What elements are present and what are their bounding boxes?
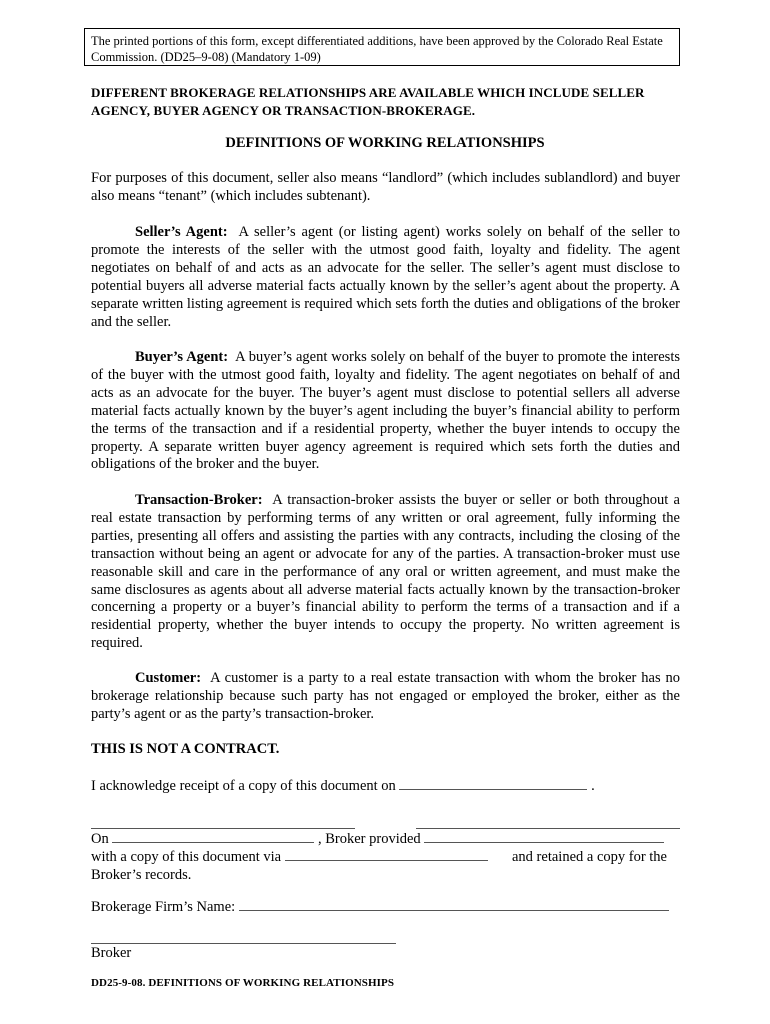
brokerage-firm-line [91,898,669,916]
transaction-broker-text: A transaction-broker assists the buyer or seller or both throughout a real estate transaction by performing terms of any written or oral agreement, fully informing the parties, presenting all offers and assisting the parties with any contracts, including the closing of the transaction without being an agent or advocate for any of the parties. A transaction-broker must use reasonable skill and care in the performance of any oral or written agreement, and must make the same disclosures as agents about all adverse material facts actually known by the transaction-broker concerning a property or a buyer’s financial ability to perform the terms of a transaction and if a residential property, whether the buyer intends to occupy the property. No written agreement is required. [91,492,680,652]
transaction-broker-paragraph [91,492,680,653]
buyers-agent-lead: Buyer’s Agent: [135,349,229,365]
broker-provided-line [91,830,664,848]
buyer-seller-signature-line-1[interactable] [91,828,355,829]
buyers-agent-text: A buyer’s agent works solely on behalf of the buyer to promote the interests of the buyer with the utmost good faith, loyalty and fidelity. The agent negotiates on behalf of and acts as an advocate for the buyer. The buyer’s agent must disclose to potential sellers all adverse material facts actually known by the buyer’s agent including the buyer’s financial ability to perform the terms of the transaction and if a residential property, whether the buyer intends to occupy the property. A separate written buyer agency agreement is required which sets forth the duties and obligations of the broker and the buyer. [91,349,680,473]
sellers-agent-paragraph [91,224,680,331]
acknowledge-date-field[interactable] [399,777,587,790]
commission-notice-text: The printed portions of this form, except differentiated additions, have been approved by the Colorado Real Estate Commission. (DD25–9-08) (Mandatory 1-09) [91,34,663,64]
brokerage-firm-field[interactable] [239,898,669,911]
provided-date-field[interactable] [112,830,314,843]
buyer-seller-signature-line-2[interactable] [416,828,680,829]
broker-signature-line[interactable] [91,943,396,944]
brokerage-firm-label: Brokerage Firm’s Name: [91,899,236,915]
brokerage-relationships-heading: DIFFERENT BROKERAGE RELATIONSHIPS ARE AVAILABLE WHICH INCLUDE SELLER AGENCY, BUYER AGENCY OR TRANSACTION-BROKERAGE. [91,85,645,118]
provided-to-party-field[interactable] [424,830,664,843]
acknowledge-receipt-label: I acknowledge receipt of a copy of this document on [91,778,396,794]
transaction-broker-lead: Transaction-Broker: [135,492,263,508]
customer-paragraph [91,670,680,724]
commission-notice-box [84,28,680,66]
sellers-agent-lead: Seller’s Agent: [135,224,228,240]
document-title: DEFINITIONS OF WORKING RELATIONSHIPS [225,135,545,151]
delivery-method-field[interactable] [285,848,488,861]
intro-paragraph: For purposes of this document, seller also means “landlord” (which includes sublandlord) and buyer also means “tenant” (which includes subtenant). [91,170,680,204]
customer-lead: Customer: [135,670,202,686]
brokers-records-text: Broker’s records. [91,867,192,883]
retained-copy-text: and retained a copy for the [512,849,667,865]
on-label: On [91,831,109,847]
sellers-agent-text: A seller’s agent (or listing agent) works solely on behalf of the seller to promote the interests of the seller with the utmost good faith, loyalty and fidelity. The agent negotiates on behalf of and acts as an advocate for the seller. The seller’s agent must disclose to potential buyers all adverse material facts actually known by the seller’s agent about the property. A separate written listing agreement is required which sets forth the duties and obligations of the broker and the seller. [91,224,680,330]
with-copy-label: with a copy of this document via [91,849,282,865]
acknowledge-period: . [591,778,595,794]
acknowledge-receipt-line [91,777,595,795]
broker-label: Broker [91,945,132,961]
buyers-agent-paragraph [91,349,680,474]
copy-via-line [91,848,488,866]
broker-provided-label: , Broker provided [317,831,421,847]
not-a-contract-notice: THIS IS NOT A CONTRACT. [91,741,280,757]
customer-text: A customer is a party to a real estate transaction with whom the broker has no brokerage relationship because such party has not engaged or employed the broker, either as the party’s agent or as the party’s transaction-broker. [91,670,680,722]
form-footer: DD25-9-08. DEFINITIONS OF WORKING RELATIONSHIPS [91,977,395,989]
